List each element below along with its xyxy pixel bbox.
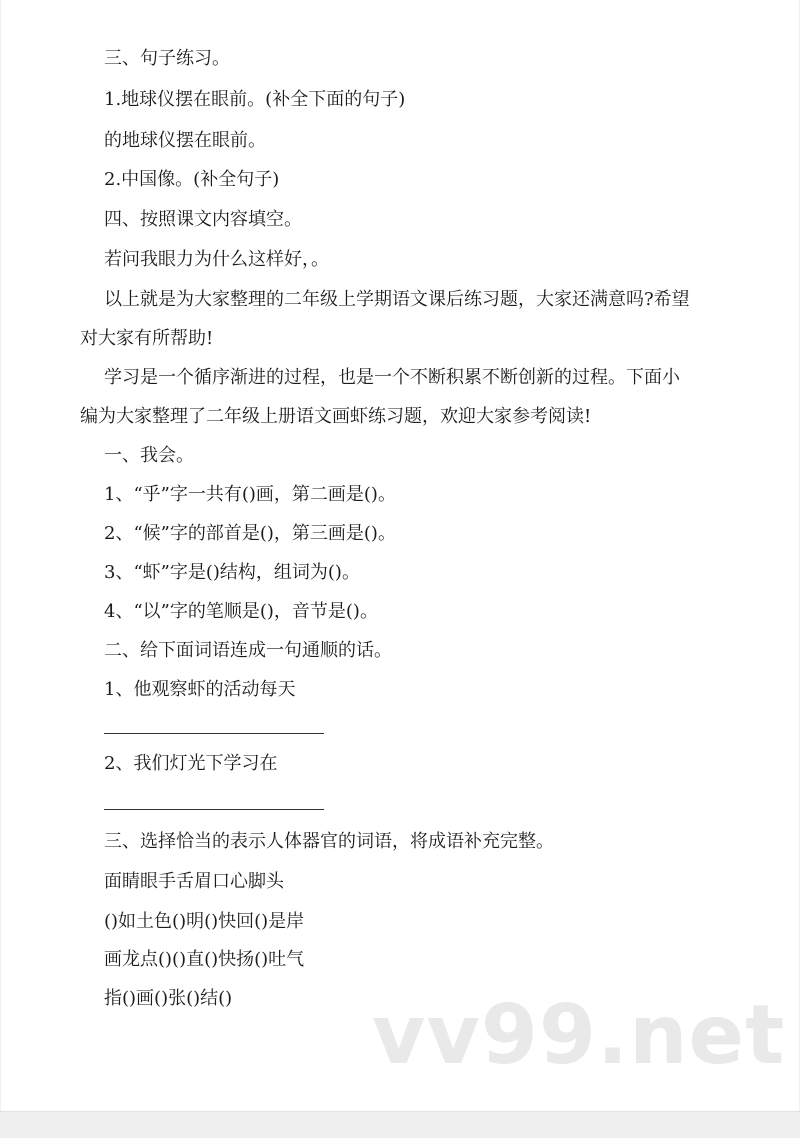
section-heading-sentence-practice: 三、句子练习。 (104, 48, 230, 69)
watermark-logo: vv99.net (372, 988, 786, 1083)
section-heading-idioms: 三、选择恰当的表示人体器官的词语，将成语补充完整。 (104, 831, 554, 852)
exercise-line: 若问我眼力为什么这样好，。 (104, 249, 329, 270)
exercise-line: 1、“乎”字一共有()画，第二画是()。 (104, 484, 396, 505)
exercise-line: 3、“虾”字是()结构，组词为()。 (104, 562, 360, 583)
section-heading-connect-words: 二、给下面词语连成一句通顺的话。 (104, 640, 392, 661)
paragraph-line: 以上就是为大家整理的二年级上学期语文课后练习题，大家还满意吗?希望 (104, 289, 690, 310)
exercise-line: 4、“以”字的笔顺是()，音节是()。 (104, 601, 378, 622)
page-left-edge (0, 0, 1, 1111)
answer-blank-line (104, 733, 324, 734)
paragraph-line: 对大家有所帮助! (80, 328, 214, 349)
exercise-line: 1、他观察虾的活动每天 (104, 679, 296, 700)
exercise-line: 1.地球仪摆在眼前。(补全下面的句子) (104, 89, 406, 110)
exercise-line: 指()画()张()结() (104, 988, 233, 1009)
exercise-line: 面睛眼手舌眉口心脚头 (104, 871, 284, 892)
exercise-line: 2、我们灯光下学习在 (104, 753, 278, 774)
exercise-line: 2、“候”字的部首是()，第三画是()。 (104, 523, 396, 544)
exercise-line: ()如土色()明()快回()是岸 (104, 911, 305, 932)
section-heading-i-can: 一、我会。 (104, 445, 194, 466)
exercise-line: 画龙点()()直()快扬()吐气 (104, 949, 305, 970)
paragraph-line: 学习是一个循序渐进的过程，也是一个不断积累不断创新的过程。下面小 (104, 367, 680, 388)
exercise-line: 的地球仪摆在眼前。 (104, 130, 266, 151)
paragraph-line: 编为大家整理了二年级上册语文画虾练习题，欢迎大家参考阅读! (80, 406, 592, 427)
exercise-line: 2.中国像。(补全句子) (104, 169, 280, 190)
section-heading-fill-blank: 四、按照课文内容填空。 (104, 209, 302, 230)
page-bottom-band (0, 1111, 800, 1138)
answer-blank-line (104, 809, 324, 810)
